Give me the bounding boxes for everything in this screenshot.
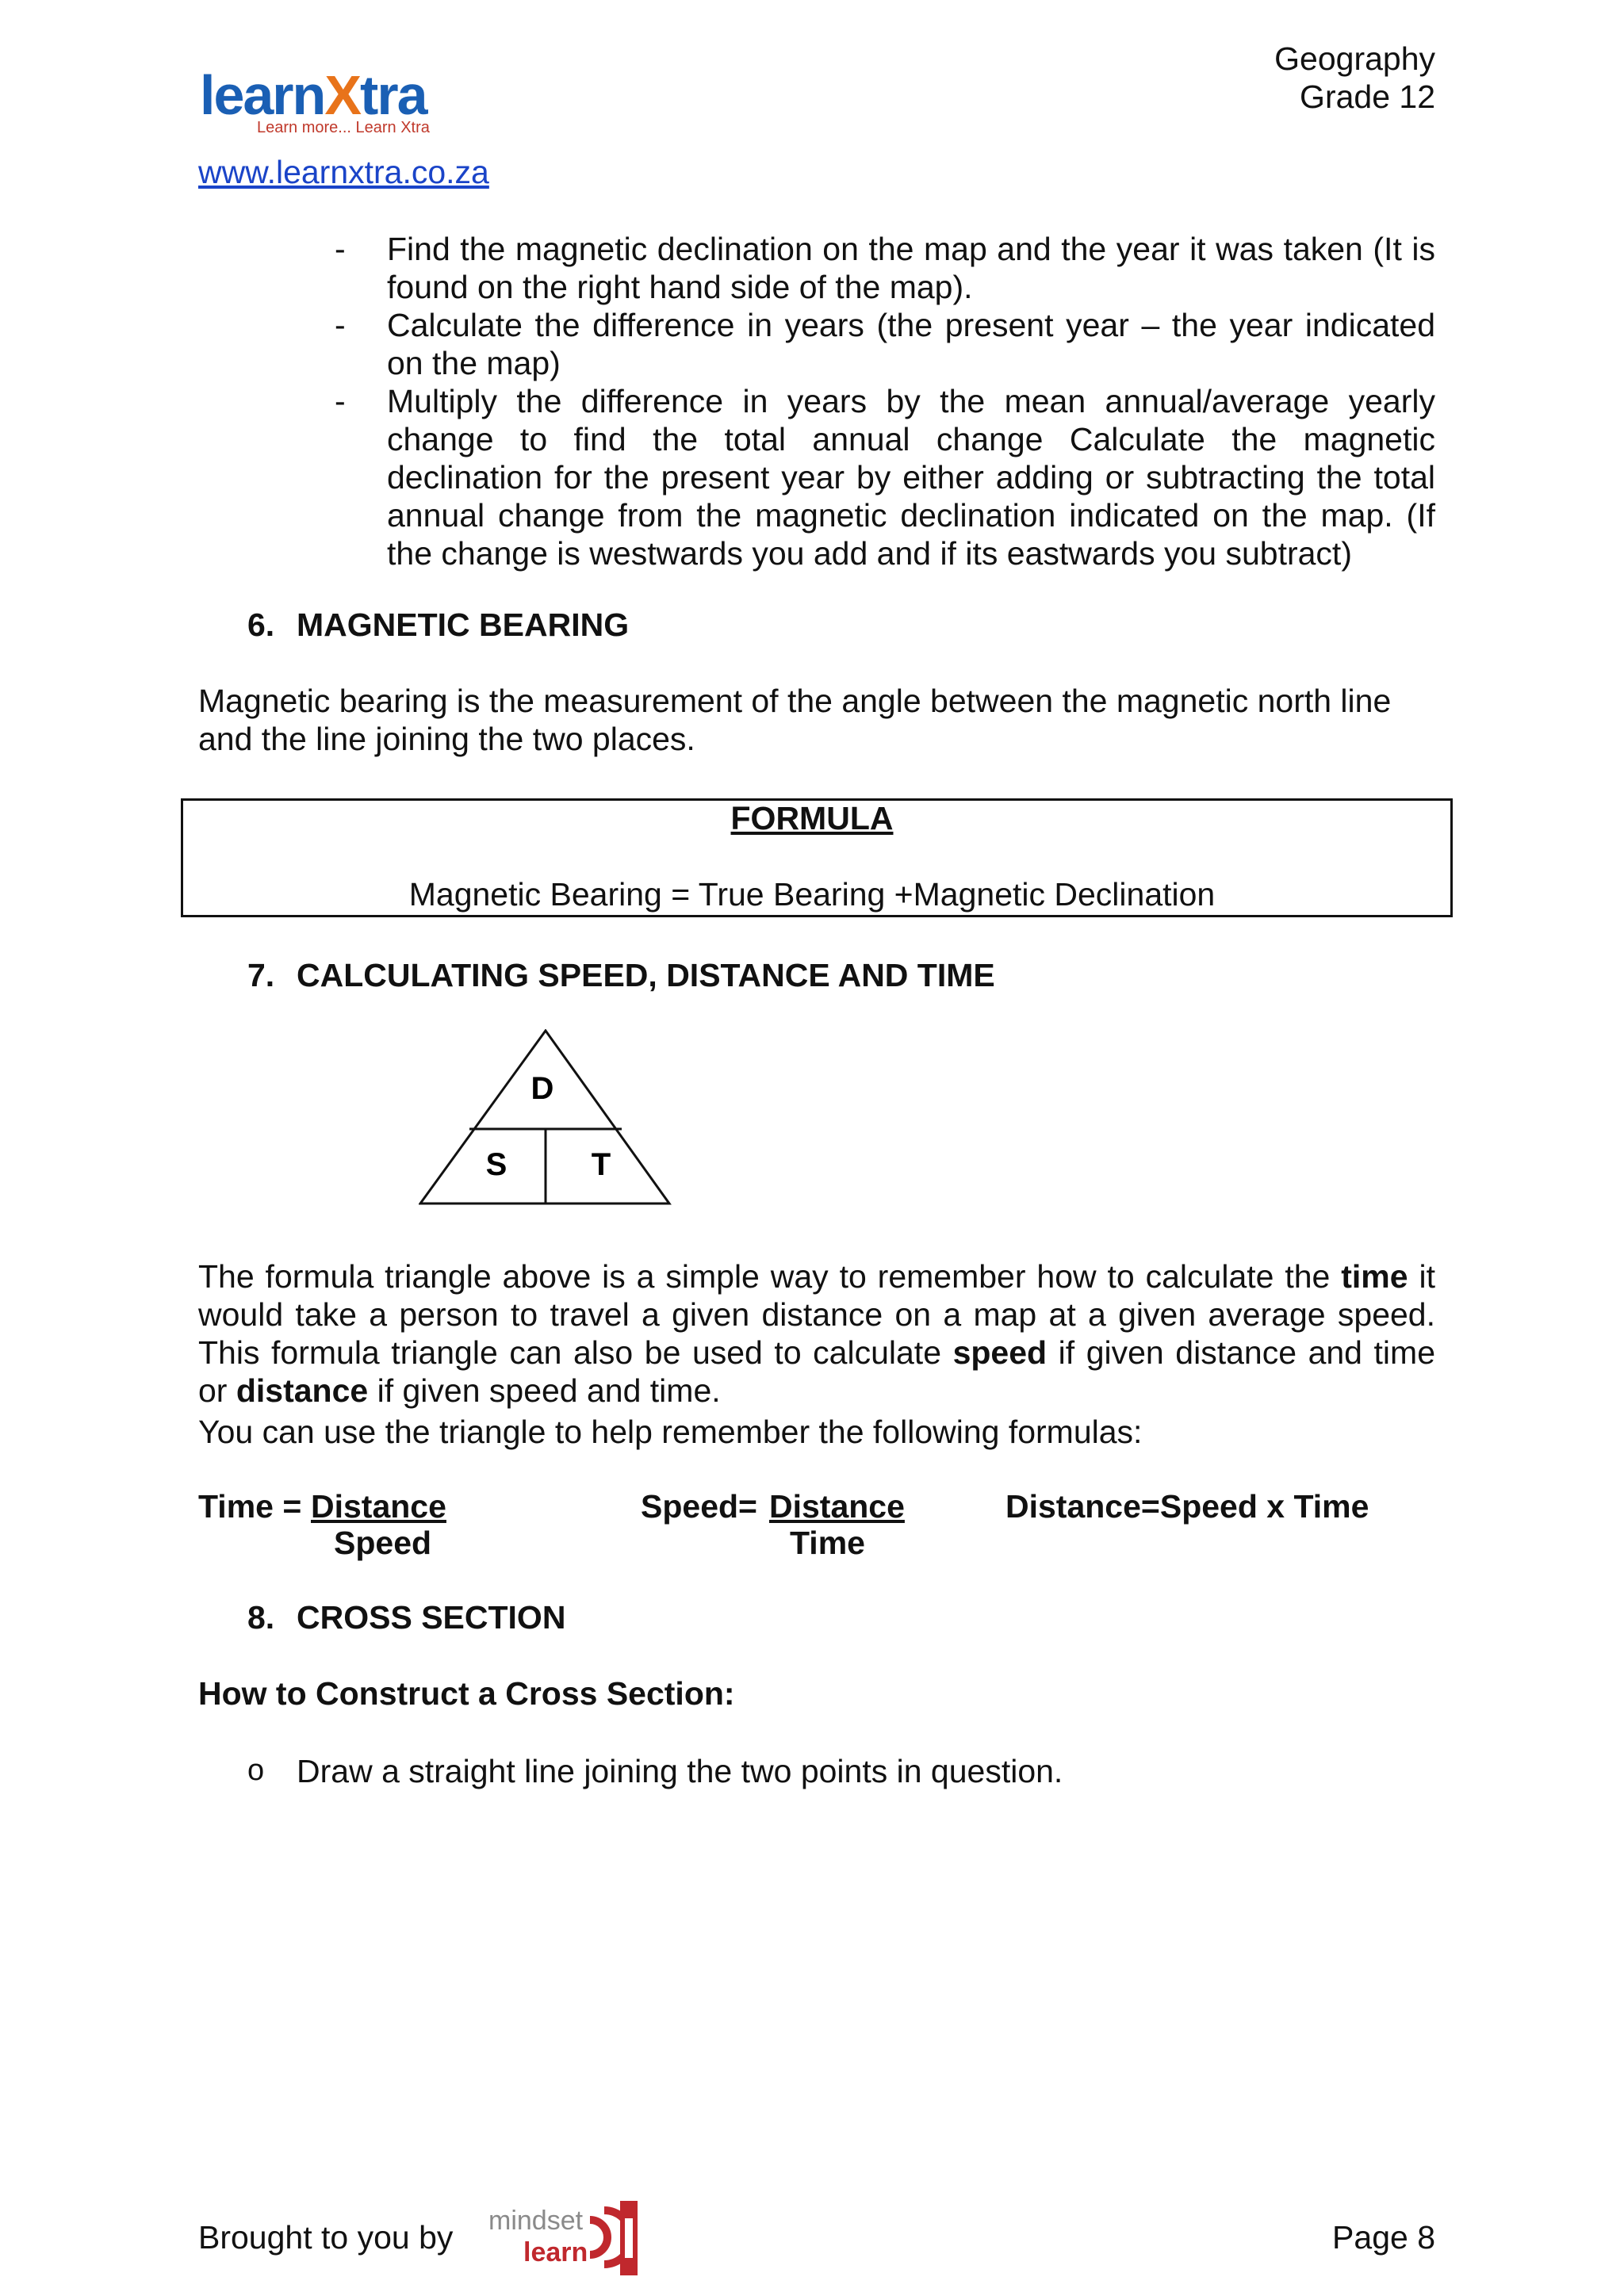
distance-formula: Distance=Speed x Time xyxy=(1005,1488,1369,1525)
mindset-learn-logo xyxy=(485,2196,676,2275)
bullet-line: the change is westwards you add and if its eastwards you subtract) xyxy=(387,535,1352,572)
bold-word-time: time xyxy=(1341,1258,1408,1295)
bullet-line: change to find the total annual change Calculate the magnetic xyxy=(387,421,1435,457)
section-heading: CROSS SECTION xyxy=(297,1599,566,1636)
cross-section-step: Draw a straight line joining the two points in question. xyxy=(297,1753,1063,1789)
time-formula-label: Time = xyxy=(198,1488,302,1525)
bold-word-speed: speed xyxy=(952,1334,1048,1371)
magnetic-bearing-paragraph xyxy=(198,682,1443,758)
mindset-wordmark: mindset xyxy=(488,2206,584,2236)
paragraph-line: This formula triangle can also be used to calculate speed if given distance and time xyxy=(198,1334,1435,1371)
bullet-line: Multiply the difference in years by the mean annual/average yearly xyxy=(387,383,1435,419)
speed-formula-denominator: Time xyxy=(790,1525,865,1561)
bullet-circle: o xyxy=(247,1754,265,1787)
triangle-explanation xyxy=(198,1257,1435,1451)
dst-formula-triangle xyxy=(419,1029,672,1207)
page-number: Page 8 xyxy=(1332,2219,1435,2256)
paragraph-line: Magnetic bearing is the measurement of the angle between the magnetic north line xyxy=(198,683,1392,719)
bullet-dash: - xyxy=(335,307,346,343)
bullet-line: annual change from the magnetic declination indicated on the map. (If xyxy=(387,497,1435,534)
grade-label: Grade 12 xyxy=(1300,78,1435,115)
paragraph-line: would take a person to travel a given distance on a map at a given average speed. xyxy=(198,1296,1435,1333)
paragraph-line: or distance if given speed and time. xyxy=(198,1372,721,1409)
paragraph-line: The formula triangle above is a simple way to remember how to calculate the time it xyxy=(198,1258,1435,1295)
bullet-item xyxy=(387,382,1435,572)
website-link[interactable]: www.learnxtra.co.za xyxy=(198,154,489,190)
bullet-line: Calculate the difference in years (the present year – the year indicated xyxy=(387,307,1435,343)
speed-formula-numerator: Distance xyxy=(769,1488,905,1525)
logo-tagline: Learn more... Learn Xtra xyxy=(257,119,430,136)
paragraph-line: You can use the triangle to help remember the following formulas: xyxy=(198,1414,1143,1450)
section-number: 6. xyxy=(247,607,275,643)
learn-wordmark: learn xyxy=(523,2237,588,2267)
formula-title: FORMULA xyxy=(730,800,894,836)
bullet-dash: - xyxy=(335,383,346,419)
bullet-item xyxy=(387,306,1435,382)
bullet-line: on the map) xyxy=(387,345,561,381)
bullet-dash: - xyxy=(335,231,346,267)
formula-text: Magnetic Bearing = True Bearing +Magnetic Declination xyxy=(408,876,1216,913)
bullet-line: Find the magnetic declination on the map and the year it was taken (It is xyxy=(387,231,1435,267)
learnxtra-logo xyxy=(200,63,469,143)
section-heading: CALCULATING SPEED, DISTANCE AND TIME xyxy=(297,957,995,993)
mindset-waves-icon xyxy=(590,2201,638,2275)
brought-to-you-by: Brought to you by xyxy=(198,2219,454,2256)
section-number: 7. xyxy=(247,957,275,993)
time-formula-denominator: Speed xyxy=(334,1525,432,1561)
section-number: 8. xyxy=(247,1599,275,1636)
bullet-line: found on the right hand side of the map). xyxy=(387,269,973,305)
subject-label: Geography xyxy=(1274,40,1435,77)
bold-word-distance: distance xyxy=(236,1372,369,1409)
section-heading: MAGNETIC BEARING xyxy=(297,607,630,643)
mindset-logo-graphic xyxy=(485,2196,676,2275)
speed-formula-label: Speed= xyxy=(641,1488,757,1525)
triangle-label-d: D xyxy=(530,1071,554,1106)
triangle-label-s: S xyxy=(485,1147,508,1182)
subject-grade xyxy=(1274,40,1435,116)
paragraph-line: and the line joining the two places. xyxy=(198,721,695,757)
cross-section-subheading: How to Construct a Cross Section: xyxy=(198,1675,735,1712)
time-formula-numerator: Distance xyxy=(311,1488,446,1525)
logo-wordmark: learnXtra xyxy=(200,64,427,126)
bullet-item xyxy=(387,230,1435,306)
triangle-label-t: T xyxy=(591,1147,611,1182)
bullet-line: declination for the present year by either adding or subtracting the total xyxy=(387,459,1435,496)
